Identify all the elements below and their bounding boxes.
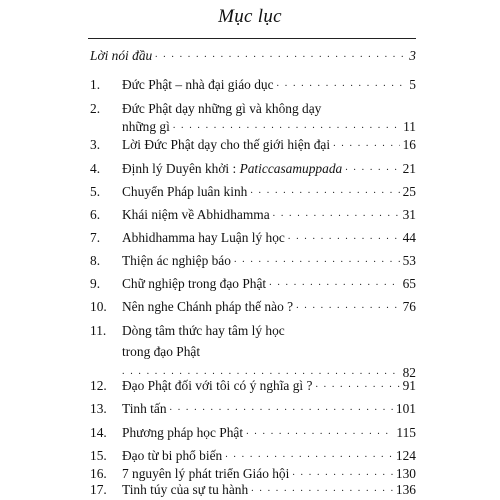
title-rule [88, 38, 416, 39]
toc-entry-title: Lời Đức Phật dạy cho thế giới hiện đại [122, 137, 331, 152]
toc-entry-title: Tinh tấn [122, 401, 167, 416]
toc-entry-number: 17. [90, 482, 107, 497]
dot-leader [246, 423, 393, 441]
toc-entry-title: Abhidhamma hay Luận lý học [122, 230, 285, 245]
toc-entry-title: Đức Phật dạy những gì và không dạy [122, 101, 322, 116]
dot-leader [288, 228, 400, 246]
toc-entry-title: Định lý Duyên khởi : Paticcasamuppada [122, 161, 343, 176]
dot-leader [234, 251, 400, 269]
dot-leader [155, 46, 405, 64]
toc-entry-10 [90, 298, 416, 316]
toc-entry-12 [90, 377, 416, 395]
toc-entry-page: 82 [402, 365, 416, 380]
toc-entry-5 [90, 183, 416, 201]
toc-entry-number: 14. [90, 425, 107, 440]
toc-entry-title-continued: những gì [122, 119, 170, 134]
toc-entry-number: 5. [90, 184, 101, 199]
toc-entry-page: 21 [402, 161, 416, 176]
toc-entry-7 [90, 229, 416, 247]
toc-entry-2 [90, 100, 416, 136]
toc-entry-title: Đạo từ bi phổ biến [122, 448, 223, 463]
dot-leader [315, 376, 399, 394]
toc-entry-page: 65 [402, 276, 416, 291]
toc-entry-title: Khái niệm về Abhidhamma [122, 207, 270, 222]
dot-leader [333, 135, 400, 153]
dot-leader [225, 446, 393, 464]
toc-entry-page: 101 [395, 401, 416, 416]
dot-leader [273, 205, 400, 223]
toc-entry-title: Lời nói đầu [90, 48, 153, 63]
toc-entry-page: 5 [409, 77, 416, 92]
toc-entry-page: 11 [403, 119, 416, 134]
toc-entry-page: 53 [402, 253, 416, 268]
toc-entry-number: 3. [90, 137, 101, 152]
dot-leader [173, 117, 400, 135]
toc-entry-title: Chuyển Pháp luân kinh [122, 184, 248, 199]
toc-entry-page: 136 [395, 482, 416, 497]
toc-entry-6 [90, 206, 416, 224]
toc-entry-page: 25 [402, 184, 416, 199]
toc-entry-title: Chữ nghiệp trong đạo Phật [122, 276, 267, 291]
toc-entry-preface [90, 47, 416, 65]
toc-entry-number: 13. [90, 401, 107, 416]
toc-entry-number: 6. [90, 207, 101, 222]
toc-entry-title: Tinh túy của sự tu hành [122, 482, 249, 497]
toc-entry-page: 3 [409, 48, 416, 63]
toc-entry-number: 11. [90, 323, 107, 338]
toc-entry-4 [90, 160, 416, 178]
toc-entry-title: Thiện ác nghiệp báo [122, 253, 231, 268]
toc-entry-11 [90, 322, 416, 382]
toc-entry-15 [90, 447, 416, 465]
toc-entry-17 [90, 481, 416, 499]
page-title: Mục lục [218, 6, 282, 27]
toc-entry-page: 91 [402, 378, 416, 393]
toc-entry-number: 16. [90, 466, 107, 481]
dot-leader [345, 159, 399, 177]
toc-entry-number: 8. [90, 253, 101, 268]
dot-leader [251, 480, 393, 498]
toc-entry-page: 115 [396, 425, 416, 440]
toc-entry-9 [90, 275, 416, 293]
toc-entry-title: Đạo Phật đối với tôi có ý nghĩa gì ? [122, 378, 313, 393]
toc-entry-number: 10. [90, 299, 107, 314]
toc-entry-number: 12. [90, 378, 107, 393]
dot-leader [269, 274, 399, 292]
toc-entry-13 [90, 400, 416, 418]
toc-entry-number: 4. [90, 161, 101, 176]
toc-entry-title-continued: trong đạo Phật [122, 344, 201, 359]
toc-entry-8 [90, 252, 416, 270]
toc-entry-title: Nên nghe Chánh pháp thế nào ? [122, 299, 294, 314]
toc-entry-page: 44 [402, 230, 416, 245]
toc-entry-number: 7. [90, 230, 101, 245]
toc-entry-title: Dòng tâm thức hay tâm lý học [122, 323, 285, 338]
toc-entry-page: 16 [402, 137, 416, 152]
toc-entry-title: 7 nguyên lý phát triển Giáo hội [122, 466, 290, 481]
toc-entry-number: 1. [90, 77, 101, 92]
toc-entry-number: 15. [90, 448, 107, 463]
toc-entry-14 [90, 424, 416, 442]
toc-entry-title: Đức Phật – nhà đại giáo dục [122, 77, 274, 92]
toc-entry-page: 31 [402, 207, 416, 222]
toc-entry-title: Phương pháp học Phật [122, 425, 244, 440]
toc-entry-page: 124 [395, 448, 416, 463]
dot-leader [277, 75, 405, 93]
dot-leader [296, 297, 400, 315]
toc-entry-3 [90, 136, 416, 154]
dot-leader [250, 182, 399, 200]
toc-entry-number: 9. [90, 276, 101, 291]
dot-leader [170, 399, 393, 417]
toc-entry-1 [90, 76, 416, 94]
toc-entry-number: 2. [90, 101, 101, 116]
toc-entry-page: 130 [395, 466, 416, 481]
toc-entry-page: 76 [402, 299, 416, 314]
